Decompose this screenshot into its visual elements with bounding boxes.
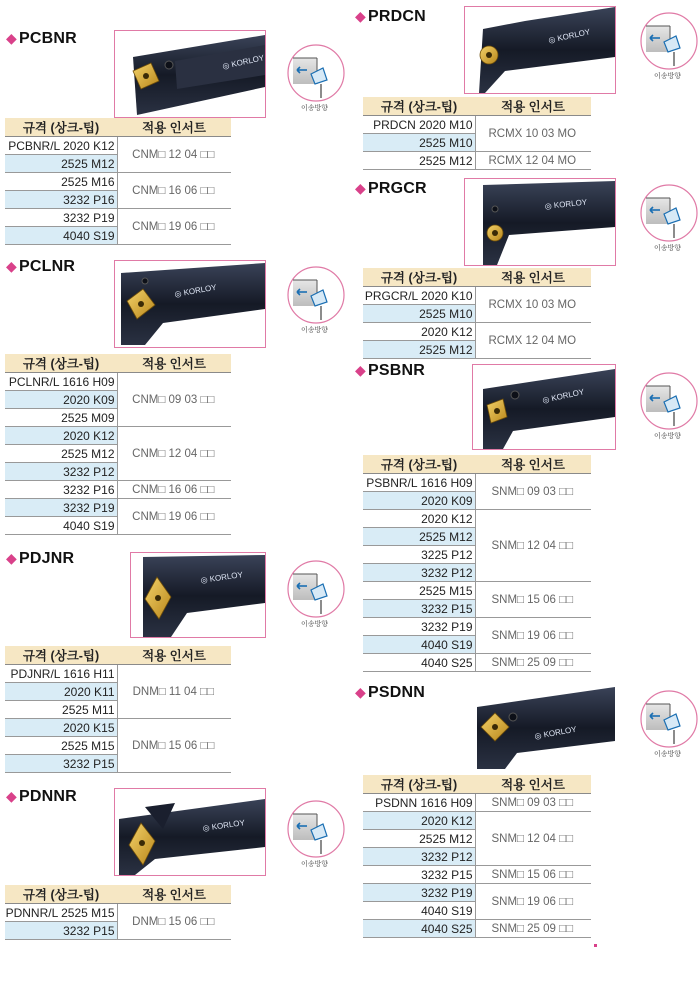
brand-logo: ◎ KORLOY bbox=[200, 570, 244, 585]
direction-label: 이송방향 bbox=[654, 751, 682, 758]
brand-logo: ◎ KORLOY bbox=[533, 724, 578, 741]
table-row: 4040 S19 bbox=[363, 636, 475, 654]
direction-label: 이송방향 bbox=[301, 327, 329, 334]
insert-cell: SNM□ 12 04 □□ bbox=[475, 510, 591, 582]
direction-label: 이송방향 bbox=[654, 433, 682, 440]
table-row: 4040 S19 bbox=[5, 517, 117, 535]
table-row: 2525 M12 bbox=[363, 830, 475, 848]
diamond-bullet-icon: ◆ bbox=[6, 550, 17, 566]
direction-label: 이송방향 bbox=[654, 73, 682, 80]
table-row: 2020 K12 bbox=[363, 510, 475, 528]
insert-cell: CNM□ 16 06 □□ bbox=[117, 173, 231, 209]
insert-cell: SNM□ 25 09 □□ bbox=[475, 654, 591, 672]
header-spec: 규격 (상크-팁) bbox=[363, 97, 475, 116]
header-insert: 적용 인서트 bbox=[117, 354, 231, 373]
table-row: 2020 K12 bbox=[363, 323, 475, 341]
direction-label: 이송방향 bbox=[301, 105, 329, 112]
table-row: PCLNR/L 1616 H09 bbox=[5, 373, 117, 391]
brand-logo: ◎ KORLOY bbox=[221, 53, 265, 71]
tool-photo-pdjnr bbox=[130, 552, 266, 638]
table-row: 2020 K12 bbox=[363, 812, 475, 830]
diamond-bullet-icon: ◆ bbox=[6, 788, 17, 804]
direction-label: 이송방향 bbox=[301, 861, 329, 868]
insert-cell: SNM□ 15 06 □□ bbox=[475, 582, 591, 618]
table-row: 2525 M16 bbox=[5, 173, 117, 191]
spec-table-psbnr bbox=[363, 455, 591, 672]
feed-direction-diagram-pdjnr bbox=[287, 560, 345, 630]
feed-direction-diagram-prgcr bbox=[640, 184, 698, 254]
diamond-bullet-icon: ◆ bbox=[6, 30, 17, 46]
header-spec: 규격 (상크-팁) bbox=[5, 646, 117, 665]
table-row: 3232 P19 bbox=[363, 884, 475, 902]
diamond-bullet-icon: ◆ bbox=[355, 180, 366, 196]
table-row: 2525 M11 bbox=[5, 701, 117, 719]
direction-label: 이송방향 bbox=[301, 621, 329, 628]
table-row: 2020 K12 bbox=[5, 427, 117, 445]
table-row: 2525 M15 bbox=[5, 737, 117, 755]
header-spec: 규격 (상크-팁) bbox=[363, 455, 475, 474]
insert-cell: RCMX 12 04 MO bbox=[475, 323, 591, 359]
insert-cell: CNM□ 19 06 □□ bbox=[117, 499, 231, 535]
table-row: 2525 M15 bbox=[363, 582, 475, 600]
brand-logo: ◎ KORLOY bbox=[544, 197, 588, 211]
header-spec: 규격 (상크-팁) bbox=[5, 118, 117, 137]
section-title-pcbnr: ◆ PCBNR bbox=[6, 30, 77, 47]
header-insert: 적용 인서트 bbox=[475, 268, 591, 287]
diamond-bullet-icon: ◆ bbox=[355, 8, 366, 24]
table-row: 3232 P12 bbox=[363, 564, 475, 582]
table-row: 3232 P12 bbox=[363, 848, 475, 866]
brand-logo: ◎ KORLOY bbox=[202, 818, 246, 833]
table-row: PDJNR/L 1616 H11 bbox=[5, 665, 117, 683]
tool-photo-psbnr bbox=[472, 364, 616, 450]
section-title-pdnnr: ◆ PDNNR bbox=[6, 788, 77, 805]
table-row: 3232 P19 bbox=[363, 618, 475, 636]
table-row: 3232 P19 bbox=[5, 209, 117, 227]
table-row: 2525 M10 bbox=[363, 134, 475, 152]
header-insert: 적용 인서트 bbox=[117, 885, 231, 904]
tool-photo-pdnnr bbox=[114, 788, 266, 876]
table-row: 3232 P15 bbox=[5, 755, 117, 773]
table-row: 2525 M12 bbox=[363, 341, 475, 359]
diamond-bullet-icon: ◆ bbox=[6, 258, 17, 274]
insert-cell: CNM□ 16 06 □□ bbox=[117, 481, 231, 499]
table-row: 4040 S19 bbox=[5, 227, 117, 245]
insert-cell: SNM□ 25 09 □□ bbox=[475, 920, 591, 938]
insert-cell: SNM□ 19 06 □□ bbox=[475, 618, 591, 654]
feed-direction-diagram-psbnr bbox=[640, 372, 698, 442]
header-insert: 적용 인서트 bbox=[117, 118, 231, 137]
feed-direction-diagram-psdnn bbox=[640, 690, 698, 760]
table-row: 3232 P16 bbox=[5, 481, 117, 499]
table-row: PDNNR/L 2525 M15 bbox=[5, 904, 117, 922]
table-row: PSDNN 1616 H09 bbox=[363, 794, 475, 812]
tool-photo-prdcn bbox=[464, 6, 616, 94]
brand-logo: ◎ KORLOY bbox=[173, 282, 218, 299]
insert-cell: DNM□ 15 06 □□ bbox=[117, 904, 231, 940]
brand-logo: ◎ KORLOY bbox=[547, 27, 592, 45]
diamond-bullet-icon: ◆ bbox=[355, 684, 366, 700]
table-row: 2525 M09 bbox=[5, 409, 117, 427]
insert-cell: DNM□ 15 06 □□ bbox=[117, 719, 231, 773]
table-row: 3232 P15 bbox=[363, 866, 475, 884]
table-row: 3232 P12 bbox=[5, 463, 117, 481]
section-title-pclnr: ◆ PCLNR bbox=[6, 258, 76, 275]
feed-direction-diagram-prdcn bbox=[640, 12, 698, 82]
tool-photo-psdnn bbox=[464, 682, 616, 770]
feed-direction-diagram-pclnr bbox=[287, 266, 345, 336]
table-row: 4040 S19 bbox=[363, 902, 475, 920]
header-spec: 규격 (상크-팁) bbox=[363, 268, 475, 287]
table-row: PRDCN 2020 M10 bbox=[363, 116, 475, 134]
insert-cell: SNM□ 09 03 □□ bbox=[475, 794, 591, 812]
header-insert: 적용 인서트 bbox=[475, 97, 591, 116]
spec-table-prgcr bbox=[363, 268, 591, 359]
tool-photo-prgcr bbox=[464, 178, 616, 266]
header-insert: 적용 인서트 bbox=[475, 455, 591, 474]
spec-table-psdnn bbox=[363, 775, 591, 938]
table-row: 3225 P12 bbox=[363, 546, 475, 564]
spec-table-prdcn bbox=[363, 97, 591, 170]
insert-cell: CNM□ 19 06 □□ bbox=[117, 209, 231, 245]
insert-cell: SNM□ 09 03 □□ bbox=[475, 474, 591, 510]
spec-table-pclnr bbox=[5, 354, 231, 535]
table-row: 3232 P15 bbox=[5, 922, 117, 940]
table-row: PCBNR/L 2020 K12 bbox=[5, 137, 117, 155]
header-insert: 적용 인서트 bbox=[475, 775, 591, 794]
tool-photo-pclnr bbox=[114, 260, 266, 348]
insert-cell: RCMX 10 03 MO bbox=[475, 287, 591, 323]
feed-direction-diagram-pdnnr bbox=[287, 800, 345, 870]
end-mark bbox=[594, 944, 597, 947]
table-row: 2020 K15 bbox=[5, 719, 117, 737]
table-row: 2020 K09 bbox=[363, 492, 475, 510]
table-row: 2525 M12 bbox=[363, 528, 475, 546]
insert-cell: CNM□ 12 04 □□ bbox=[117, 137, 231, 173]
insert-cell: RCMX 12 04 MO bbox=[475, 152, 591, 170]
direction-label: 이송방향 bbox=[654, 245, 682, 252]
table-row: 2525 M12 bbox=[5, 155, 117, 173]
insert-cell: SNM□ 19 06 □□ bbox=[475, 884, 591, 920]
table-row: 2020 K11 bbox=[5, 683, 117, 701]
header-spec: 규격 (상크-팁) bbox=[5, 354, 117, 373]
diamond-bullet-icon: ◆ bbox=[355, 362, 366, 378]
tool-photo-pcbnr bbox=[114, 30, 266, 118]
spec-table-pcbnr bbox=[5, 118, 231, 245]
table-row: 4040 S25 bbox=[363, 654, 475, 672]
insert-cell: CNM□ 09 03 □□ bbox=[117, 373, 231, 427]
insert-cell: RCMX 10 03 MO bbox=[475, 116, 591, 152]
spec-table-pdnnr bbox=[5, 885, 231, 940]
spec-table-pdjnr bbox=[5, 646, 231, 773]
section-title-prdcn: ◆ PRDCN bbox=[355, 8, 426, 25]
table-row: PSBNR/L 1616 H09 bbox=[363, 474, 475, 492]
section-title-psbnr: ◆ PSBNR bbox=[355, 362, 425, 379]
header-insert: 적용 인서트 bbox=[117, 646, 231, 665]
insert-cell: SNM□ 12 04 □□ bbox=[475, 812, 591, 866]
header-spec: 규격 (상크-팁) bbox=[363, 775, 475, 794]
table-row: 2525 M12 bbox=[363, 152, 475, 170]
table-row: 2020 K09 bbox=[5, 391, 117, 409]
table-row: 3232 P15 bbox=[363, 600, 475, 618]
insert-cell: CNM□ 12 04 □□ bbox=[117, 427, 231, 481]
table-row: 4040 S25 bbox=[363, 920, 475, 938]
brand-logo: ◎ KORLOY bbox=[541, 387, 586, 405]
section-title-pdjnr: ◆ PDJNR bbox=[6, 550, 75, 567]
section-title-prgcr: ◆ PRGCR bbox=[355, 180, 427, 197]
table-row: 3232 P19 bbox=[5, 499, 117, 517]
table-row: 2525 M10 bbox=[363, 305, 475, 323]
table-row: 2525 M12 bbox=[5, 445, 117, 463]
table-row: PRGCR/L 2020 K10 bbox=[363, 287, 475, 305]
header-spec: 규격 (상크-팁) bbox=[5, 885, 117, 904]
insert-cell: DNM□ 11 04 □□ bbox=[117, 665, 231, 719]
insert-cell: SNM□ 15 06 □□ bbox=[475, 866, 591, 884]
table-row: 3232 P16 bbox=[5, 191, 117, 209]
section-title-psdnn: ◆ PSDNN bbox=[355, 684, 425, 701]
feed-direction-diagram-pcbnr bbox=[287, 44, 345, 114]
